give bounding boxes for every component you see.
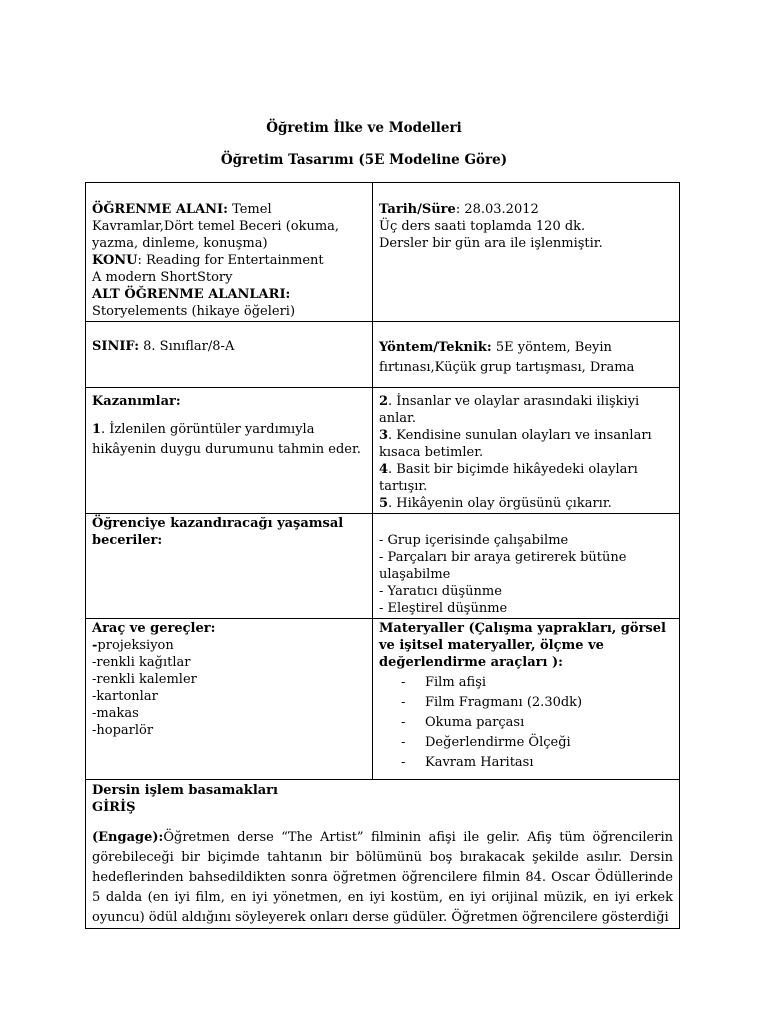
lesson-steps-cell: [86, 780, 680, 929]
materials-label-line3: değerlendirme araçları ):: [379, 655, 563, 670]
class-label: SINIF:: [92, 339, 139, 354]
method-cell: [373, 322, 680, 388]
method-label: Yöntem/Teknik:: [379, 340, 492, 355]
lesson-plan-table: [85, 182, 680, 929]
duration-text: Üç ders saati toplamda 120 dk.: [379, 219, 586, 234]
life-skill-item: - Grup içerisinde çalışabilme: [379, 533, 569, 548]
outcome-2-text: . İnsanlar ve olaylar arasındaki ilişkiyi: [388, 394, 640, 409]
tool-item: -renkli kalemler: [92, 672, 197, 687]
life-skill-item: - Parçaları bir araya getirerek bütüne: [379, 550, 627, 565]
outcome-4-line2: tartışır.: [379, 479, 428, 494]
schedule-text: Dersler bir gün ara ile işlenmiştir.: [379, 236, 603, 251]
sub-learning-areas-label: ALT ÖĞRENME ALANLARI:: [92, 287, 291, 302]
outcome-5-text: . Hikâyenin olay örgüsünü çıkarır.: [388, 496, 612, 511]
row-outcomes: [86, 388, 680, 514]
date-duration-cell: [373, 183, 680, 322]
materials-label-line1: Materyaller (Çalışma yaprakları, görsel: [379, 621, 666, 636]
outcomes-right-cell: [373, 388, 680, 514]
method-text: 5E yöntem, Beyin: [491, 340, 612, 355]
document-title: Öğretim İlke ve Modelleri: [266, 120, 462, 136]
material-item: - Okuma parçası: [379, 713, 673, 733]
life-skills-label-line1: Öğrenciye kazandıracağı yaşamsal: [92, 516, 344, 531]
materials-label-line2: ve işitsel materyaller, ölçme ve: [379, 638, 604, 653]
intro-heading: GİRİŞ: [92, 800, 136, 815]
row-learning-area: [86, 183, 680, 322]
outcome-3-line2: kısaca betimler.: [379, 445, 484, 460]
learning-area-cell: [86, 183, 373, 322]
date-text: : 28.03.2012: [455, 202, 539, 217]
lesson-steps-heading: Dersin işlem basamakları: [92, 783, 278, 798]
topic-label: KONU: [92, 253, 138, 268]
tool-item: -hoparlör: [92, 723, 154, 738]
material-item: - Film Fragmanı (2.30dk): [379, 693, 673, 713]
row-class-method: [86, 322, 680, 388]
topic-line2: A modern ShortStory: [92, 270, 233, 285]
row-lesson-steps: [86, 780, 680, 929]
tools-label: Araç ve gereçler:: [92, 621, 216, 636]
class-cell: [86, 322, 373, 388]
outcome-1-text: . İzlenilen görüntüler yardımıyla: [101, 422, 315, 437]
outcome-4-text: . Basit bir biçimde hikâyedeki olayları: [388, 462, 638, 477]
materials-list: [379, 673, 673, 773]
life-skills-label-cell: [86, 514, 373, 619]
outcome-3-text: . Kendisine sunulan olayları ve insanları: [388, 428, 652, 443]
life-skills-cell: [373, 514, 680, 619]
outcome-1-number: 1: [92, 422, 102, 437]
tools-first-dash: -: [92, 638, 98, 653]
date-label: Tarih/Süre: [379, 202, 456, 217]
material-item: - Kavram Haritası: [379, 753, 673, 773]
material-item: - Değerlendirme Ölçeği: [379, 733, 673, 753]
learning-area-text: Temel: [227, 202, 272, 217]
materials-cell: [373, 619, 680, 780]
outcome-5-number: 5: [379, 496, 389, 511]
sub-learning-areas-text: Storyelements (hikaye öğeleri): [92, 304, 296, 319]
outcomes-label: Kazanımlar:: [92, 394, 181, 409]
document-subtitle: Öğretim Tasarımı (5E Modeline Göre): [220, 152, 508, 168]
topic-text: : Reading for Entertainment: [137, 253, 324, 268]
outcome-3-number: 3: [379, 428, 389, 443]
outcome-2-number: 2: [379, 394, 389, 409]
tool-item: projeksiyon: [97, 638, 174, 653]
life-skills-label-line2: beceriler:: [92, 533, 163, 548]
life-skill-item: ulaşabilme: [379, 567, 451, 582]
tools-cell: [86, 619, 373, 780]
method-line2: fırtınası,Küçük grup tartışması, Drama: [379, 360, 635, 375]
tool-item: -kartonlar: [92, 689, 158, 704]
outcome-2-line2: anlar.: [379, 411, 416, 426]
learning-area-line3: yazma, dinleme, konuşma): [92, 236, 268, 251]
outcomes-left-cell: [86, 388, 373, 514]
class-text: 8. Sınıflar/8-A: [139, 339, 235, 354]
material-item: - Film afişi: [379, 673, 673, 693]
tool-item: -renkli kağıtlar: [92, 655, 191, 670]
life-skill-item: - Yaratıcı düşünme: [379, 584, 502, 599]
outcome-1-line2: hikâyenin duygu durumunu tahmin eder.: [92, 442, 361, 457]
row-life-skills: [86, 514, 680, 619]
life-skill-item: - Eleştirel düşünme: [379, 601, 508, 616]
learning-area-label: ÖĞRENME ALANI:: [92, 202, 228, 217]
learning-area-line2: Kavramlar,Dört temel Beceri (okuma,: [92, 219, 340, 234]
engage-text: Öğretmen derse “The Artist” filminin afişi ile gelir. Afiş tüm öğrencilerin görebileceği bir biçimde tahtanın bir bölümünü boş bırakacak şekilde asılır. Dersin hedeflerinden bahsedildikten sonra öğretmen öğrencilere filmin 84. Oscar Ödüllerinde 5 dalda (en iyi film, en iyi yönetmen, en iyi kostüm, en iyi orijinal müzik, en iyi erkek oyuncu) ödül aldığını söyleyerek onları derse güdüler. Öğretmen öğrencilere gösterdiği: [92, 830, 673, 925]
outcome-4-number: 4: [379, 462, 389, 477]
tool-item: -makas: [92, 706, 139, 721]
engage-label: (Engage):: [92, 830, 164, 845]
row-tools-materials: [86, 619, 680, 780]
engage-paragraph: [92, 828, 673, 928]
